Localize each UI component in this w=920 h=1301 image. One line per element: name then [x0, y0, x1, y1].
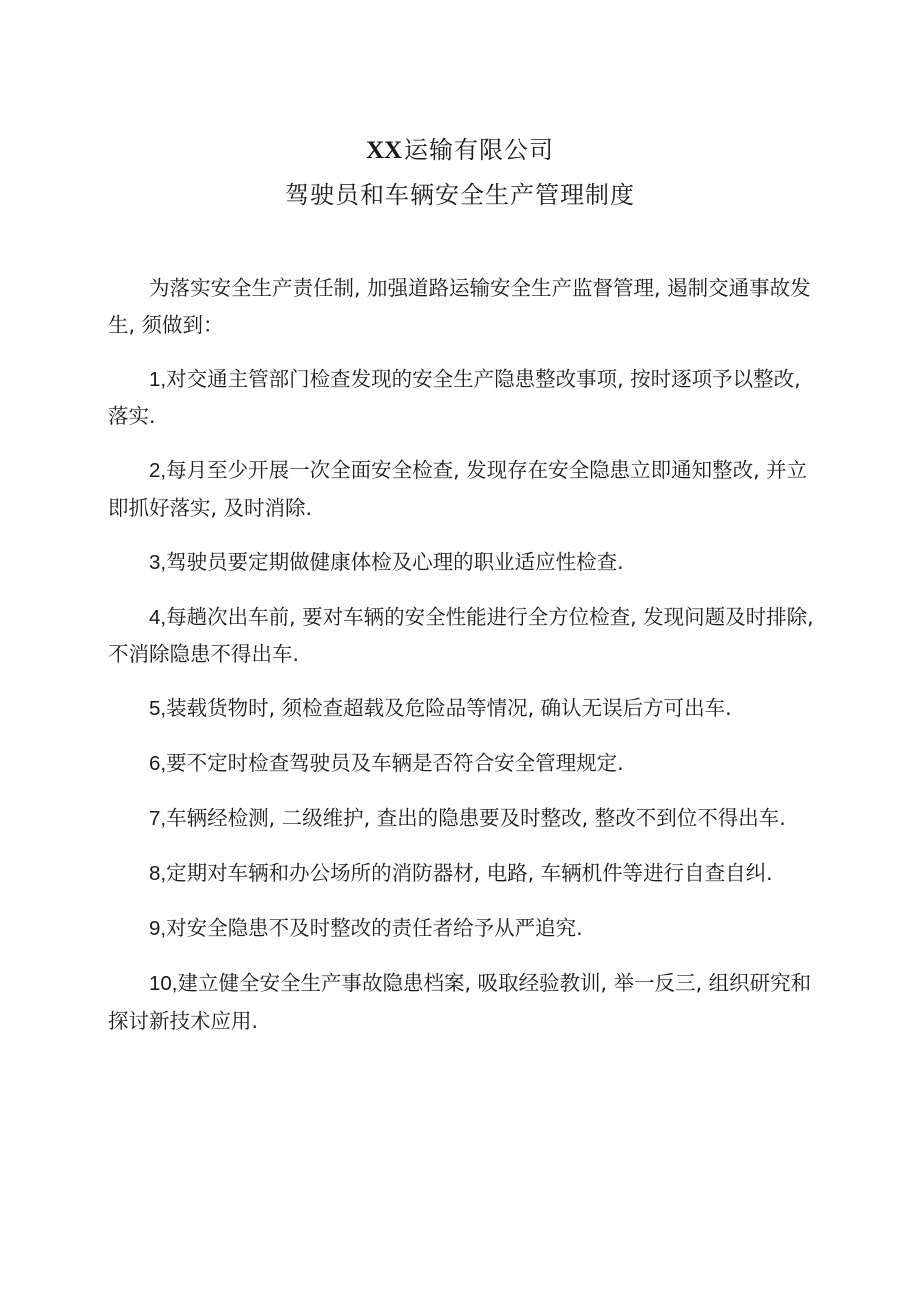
item-number: 10,: [149, 972, 178, 995]
intro-paragraph: 为落实安全生产责任制, 加强道路运输安全生产监督管理, 遏制交通事故发生, 须做到：: [108, 276, 811, 337]
company-name: 运输有限公司: [404, 136, 555, 164]
item-text: 建立健全安全生产事故隐患档案, 吸取经验教训, 举一反三, 组织研究和探讨新技术应用.: [108, 971, 812, 1033]
item-text: 每月至少开展一次全面安全检查, 发现存在安全隐患立即通知整改, 并立即抓好落实, 及时消除.: [108, 458, 808, 520]
list-item: [108, 452, 818, 526]
list-item: [108, 910, 818, 948]
company-prefix: XX: [365, 137, 403, 164]
item-text: 每趟次出车前, 要对车辆的安全性能进行全方位检查, 发现问题及时排除, 不消除隐患不得出车.: [108, 604, 814, 666]
list-item: [108, 800, 818, 838]
list-item: [108, 745, 818, 783]
item-text: 定期对车辆和办公场所的消防器材, 电路, 车辆机件等进行自查自纠.: [166, 861, 773, 885]
item-text: 对安全隐患不及时整改的责任者给予从严追究.: [166, 916, 583, 940]
item-number: 5,: [149, 697, 167, 720]
item-number: 4,: [149, 605, 167, 629]
item-text: 车辆经检测, 二级维护, 查出的隐患要及时整改, 整改不到位不得出车.: [166, 806, 786, 830]
list-item: [108, 544, 818, 582]
item-number: 7,: [149, 807, 167, 830]
item-number: 6,: [149, 752, 167, 775]
item-text: 对交通主管部门检查发现的安全生产隐患整改事项, 按时逐项予以整改, 落实.: [108, 366, 801, 428]
item-number: 1,: [149, 367, 167, 391]
list-item: [108, 361, 818, 435]
document-subtitle: 驾驶员和车辆安全生产管理制度: [285, 181, 635, 209]
item-number: 2,: [149, 459, 167, 482]
item-text: 驾驶员要定期做健康体检及心理的职业适应性检查.: [166, 549, 624, 574]
list-item: [108, 690, 818, 728]
list-item: [108, 599, 818, 673]
document-body: [108, 270, 818, 1057]
item-text: 要不定时检查驾驶员及车辆是否符合安全管理规定.: [166, 751, 624, 775]
item-text: 装载货物时, 须检查超载及危险品等情况, 确认无误后方可出车.: [166, 696, 732, 720]
title-block: [0, 128, 920, 217]
item-number: 9,: [149, 917, 167, 940]
company-title: [0, 128, 920, 173]
list-item: [108, 855, 818, 893]
list-item: [108, 965, 818, 1039]
item-number: 8,: [149, 862, 167, 885]
item-number: 3,: [149, 550, 167, 574]
